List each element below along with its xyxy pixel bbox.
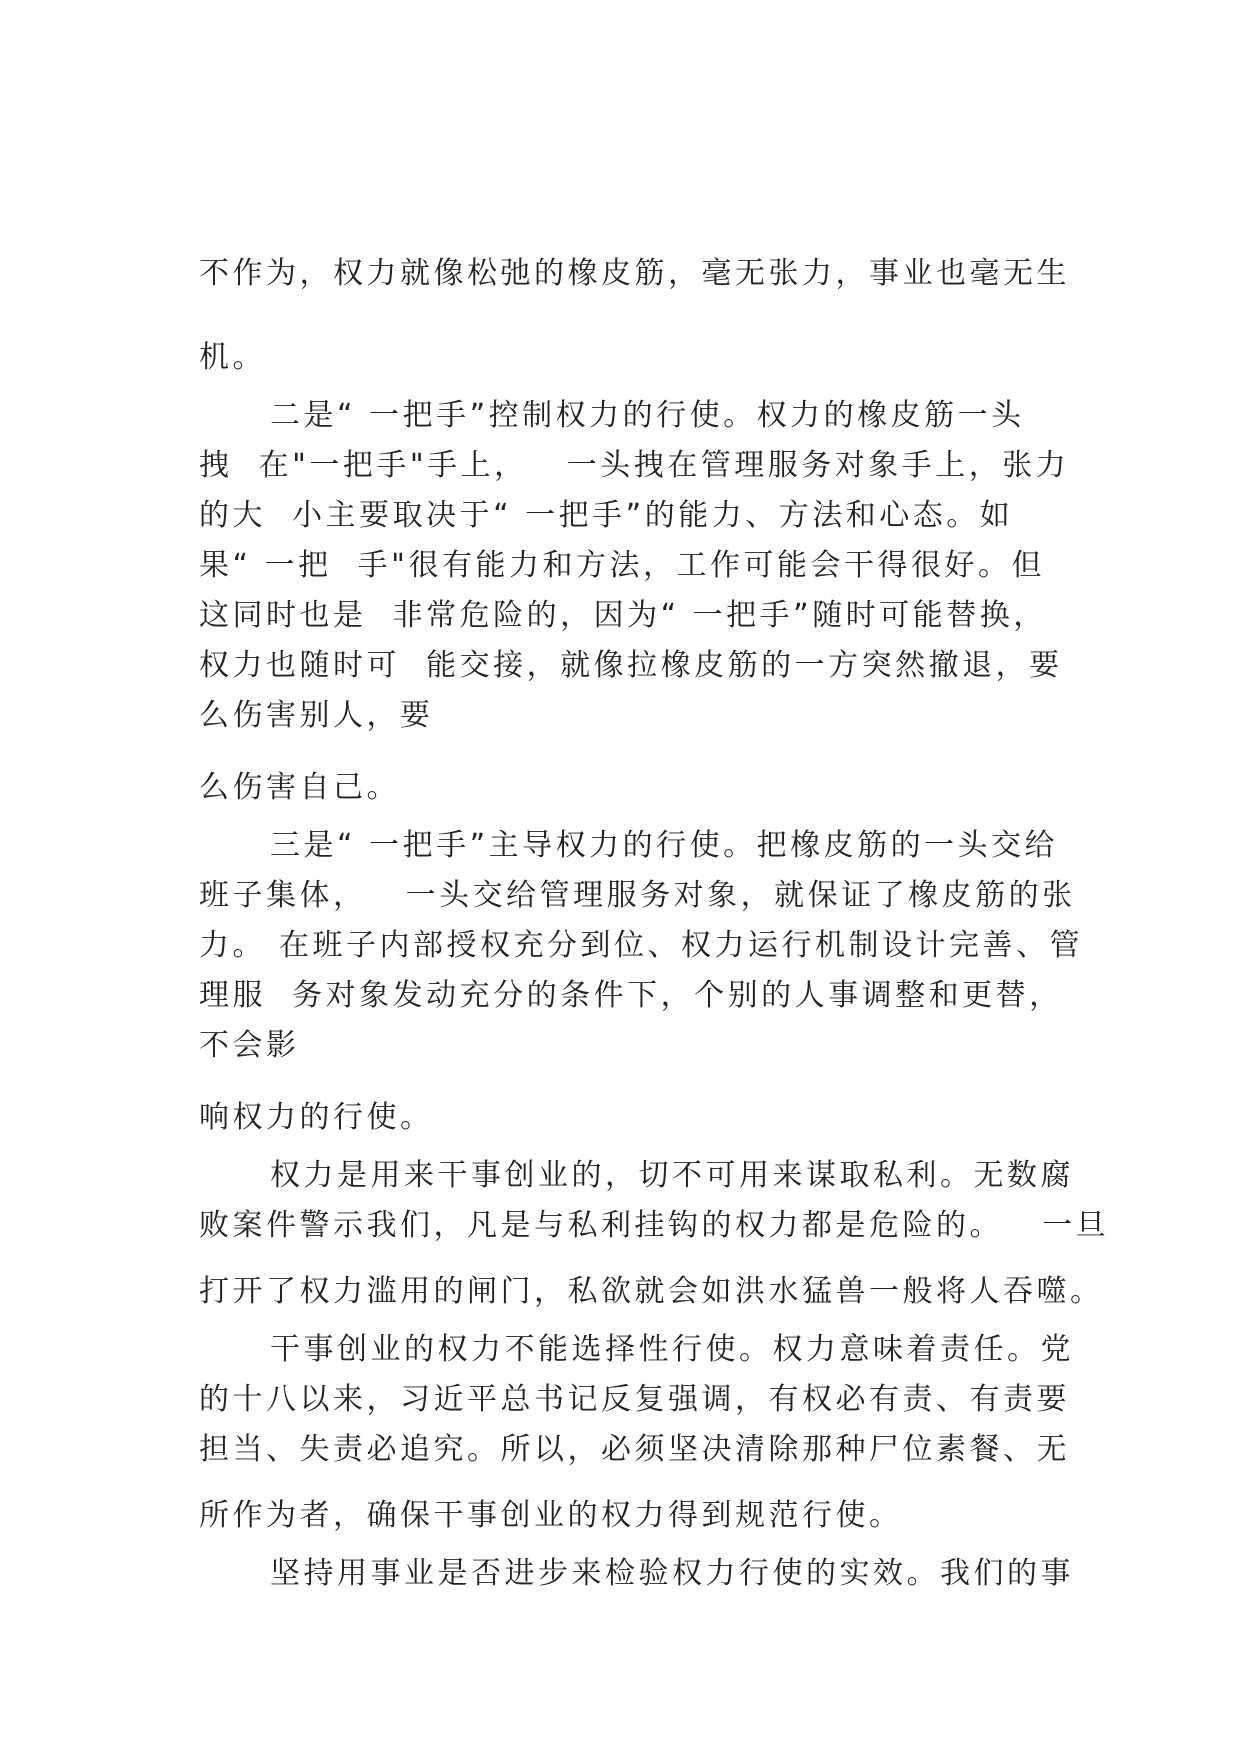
text-line: 理服 务对象发动充分的条件下，个别的人事调整和更替， xyxy=(199,978,1063,1013)
paragraph-first-line: 二是“ 一把手”控制权力的行使。权力的橡皮筋一头 xyxy=(270,398,1025,433)
paragraph-first-line: 坚持用事业是否进步来检验权力行使的实效。我们的事 xyxy=(270,1556,1074,1591)
text-line: 权力也随时可 能交接，就像拉橡皮筋的一方突然撤退，要 xyxy=(199,648,1063,683)
text-line: 不会影 xyxy=(199,1028,300,1063)
text-line: 拽 在"一把手"手上， 一头拽在管理服务对象手上，张力 xyxy=(199,448,1070,483)
text-line: 机。 xyxy=(199,340,266,375)
text-line: 打开了权力滥用的闸门，私欲就会如洪水猛兽一般将人吞噬。 xyxy=(199,1274,1104,1309)
paragraph-first-line: 干事创业的权力不能选择性行使。权力意味着责任。党 xyxy=(270,1332,1074,1367)
text-line: 么伤害别人，要 xyxy=(199,698,434,733)
text-line: 这同时也是 非常危险的，因为“ 一把手”随时可能替换， xyxy=(199,598,1047,633)
text-line: 所作为者，确保干事创业的权力得到规范行使。 xyxy=(199,1498,903,1533)
text-line: 班子集体， 一头交给管理服务对象，就保证了橡皮筋的张 xyxy=(199,878,1076,913)
text-line: 的大 小主要取决于“ 一把手”的能力、方法和心态。如 xyxy=(199,498,1014,533)
text-line: 果“ 一把 手"很有能力和方法，工作可能会干得很好。但 xyxy=(199,548,1045,583)
text-line: 的十八以来，习近平总书记反复强调，有权必有责、有责要 xyxy=(199,1382,1070,1417)
paragraph-first-line: 三是“ 一把手”主导权力的行使。把橡皮筋的一头交给 xyxy=(270,828,1059,863)
text-line: 败案件警示我们，凡是与私利挂钩的权力都是危险的。 一旦 xyxy=(199,1208,1110,1243)
text-line: 不作为，权力就像松弛的橡皮筋，毫无张力，事业也毫无生 xyxy=(199,256,1070,291)
text-line: 响权力的行使。 xyxy=(199,1100,434,1135)
paragraph-first-line: 权力是用来干事创业的，切不可用来谋取私利。无数腐 xyxy=(270,1158,1074,1193)
text-line: 么伤害自己。 xyxy=(199,770,400,805)
text-line: 力。 在班子内部授权充分到位、权力运行机制设计完善、管 xyxy=(199,928,1084,963)
text-line: 担当、失责必追究。所以，必须坚决清除那种尸位素餐、无 xyxy=(199,1432,1070,1467)
